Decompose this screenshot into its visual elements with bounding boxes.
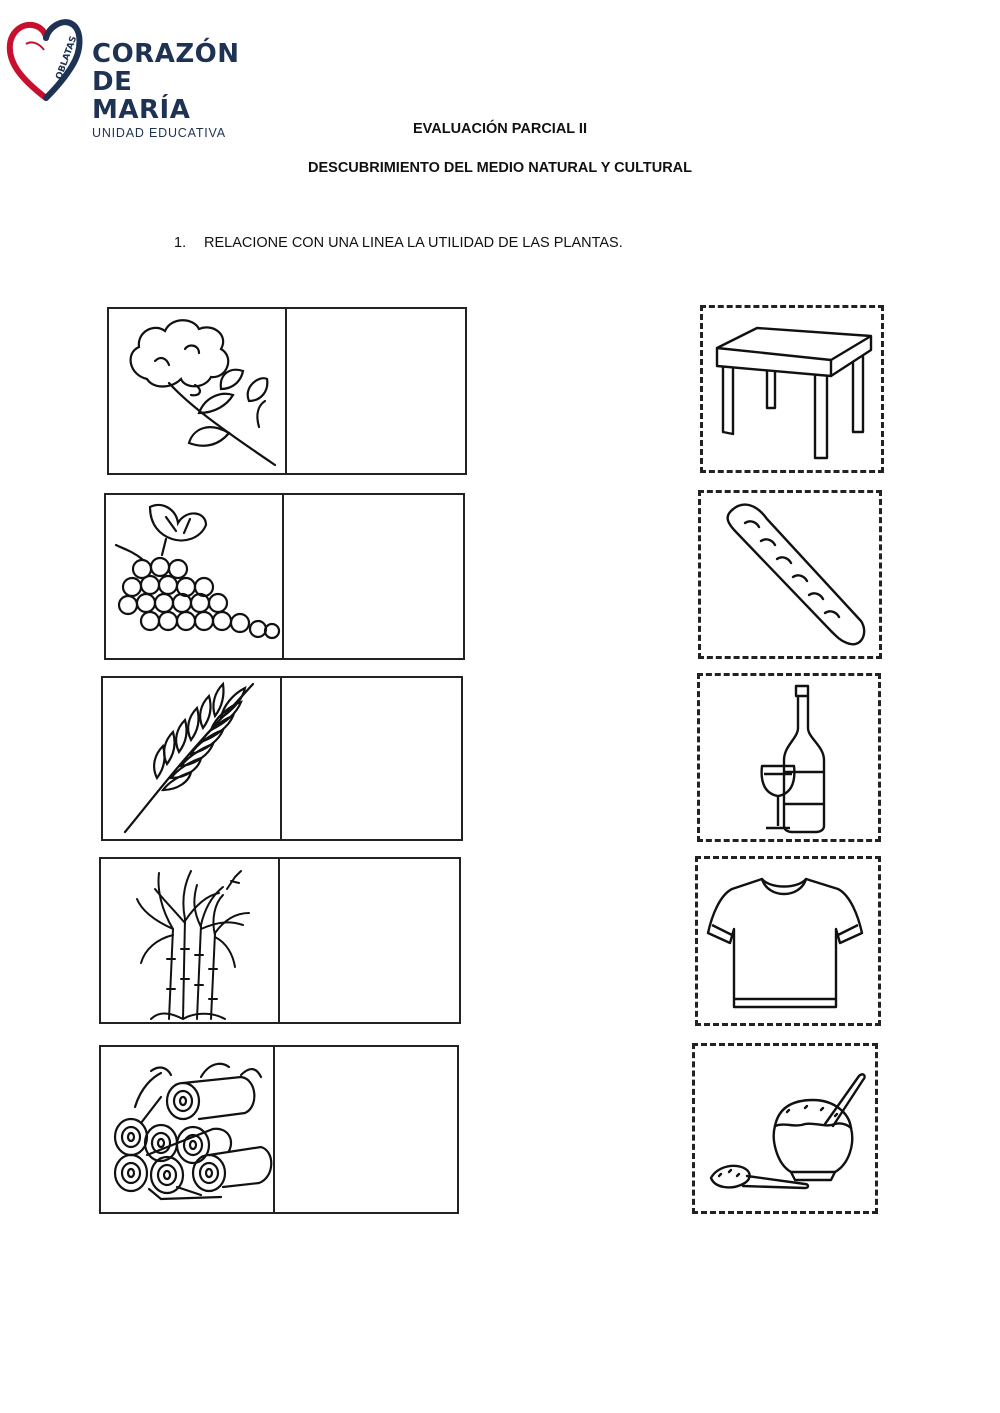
tshirt-icon — [698, 859, 878, 1023]
logs-icon — [101, 1047, 275, 1212]
product-card-sugar — [692, 1043, 878, 1214]
question-number: 1. — [174, 235, 187, 251]
product-card-tshirt — [695, 856, 881, 1026]
plant-row-cotton — [107, 307, 467, 475]
grapes-icon — [106, 495, 284, 658]
wheat-icon — [103, 678, 282, 839]
table-icon — [703, 308, 881, 470]
question-text: RELACIONE CON UNA LINEA LA UTILIDAD DE LAS PLANTAS. — [204, 235, 623, 251]
subject-title: DESCUBRIMIENTO DEL MEDIO NATURAL Y CULTURAL — [308, 160, 692, 176]
plant-row-logs — [99, 1045, 459, 1214]
plant-row-sugarcane — [99, 857, 461, 1024]
cotton-plant-icon — [109, 309, 287, 473]
logo-word-1: CORAZÓN — [92, 39, 240, 69]
bread-icon — [701, 493, 879, 656]
plant-row-wheat — [101, 676, 463, 841]
product-card-wine — [697, 673, 881, 842]
wine-bottle-glass-icon — [700, 676, 878, 839]
heart-logo-icon — [6, 14, 86, 104]
evaluation-title: EVALUACIÓN PARCIAL II — [412, 121, 587, 137]
question-1 — [174, 235, 623, 251]
sugar-bowl-icon — [695, 1046, 875, 1211]
plant-row-grapes — [104, 493, 465, 660]
sugarcane-icon — [101, 859, 280, 1022]
product-card-bread — [698, 490, 882, 659]
logo-subtitle: UNIDAD EDUCATIVA — [92, 126, 226, 140]
svg-text:OBLATAS: OBLATAS — [54, 34, 80, 82]
product-card-table — [700, 305, 884, 473]
logo-word-2: DE MARÍA — [92, 67, 191, 125]
school-logo — [6, 14, 240, 140]
